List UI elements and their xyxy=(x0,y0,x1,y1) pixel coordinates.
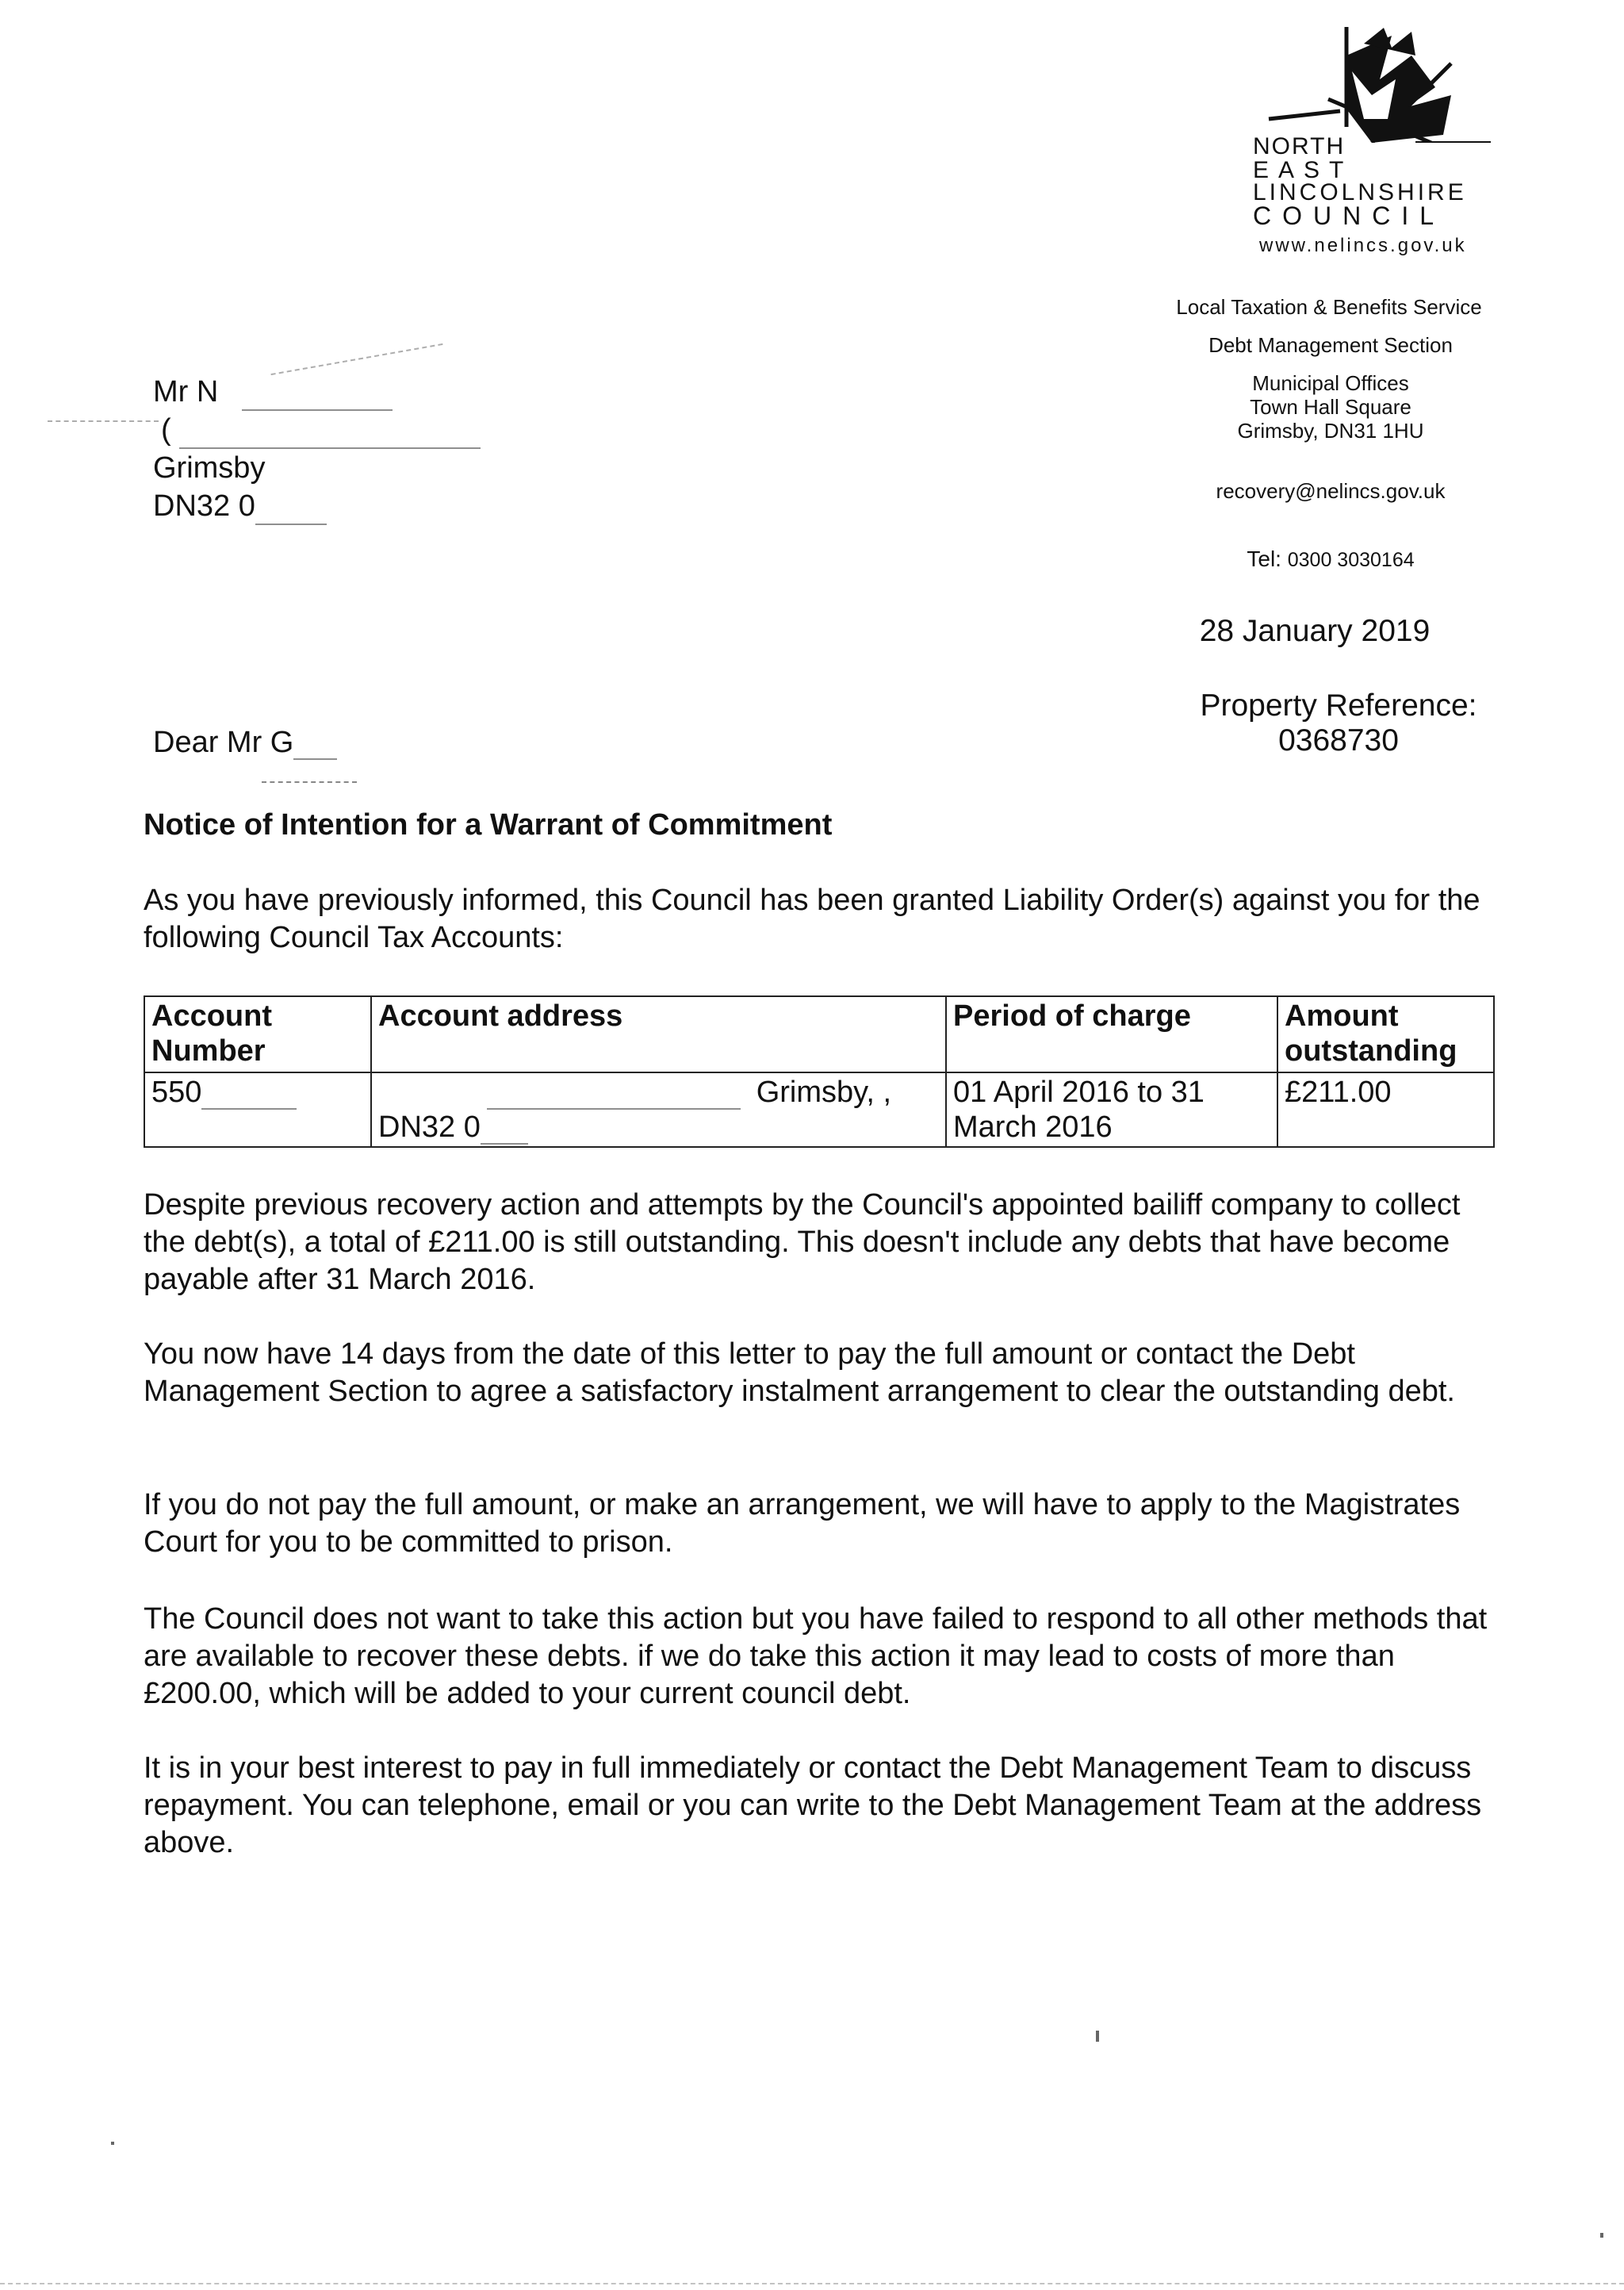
salutation-text: Dear Mr G xyxy=(153,726,294,759)
recipient-name: Mr N xyxy=(153,375,219,409)
accounts-table xyxy=(144,995,1495,1148)
sender-section: Debt Management Section xyxy=(1208,333,1453,357)
recipient-street: ( xyxy=(161,413,180,447)
recipient-town: Grimsby xyxy=(153,451,266,485)
paragraph-costs-warning: The Council does not want to take this action but you have failed to respond to all other methods that are available to recover these debts. if we do take this action it may lead to costs of more than £200.00, which will be added to your current council debt. xyxy=(144,1602,1488,1710)
council-logo xyxy=(1253,24,1515,256)
logo-text-east: EAST xyxy=(1253,157,1354,183)
intro-paragraph: As you have previously informed, this Council has been granted Liability Order(s) against you for the following Council Tax Accounts: xyxy=(144,884,1480,954)
header-period-of-charge: Period of charge xyxy=(946,996,1277,1072)
property-reference-value: 0368730 xyxy=(1278,723,1399,758)
council-logo-emblem-icon xyxy=(1253,24,1515,143)
account-address-value: Grimsby, , xyxy=(756,1076,891,1109)
scan-speck xyxy=(1600,2233,1603,2238)
paragraph-contact-advice: It is in your best interest to pay in full immediately or contact the Debt Management Team to discuss repayment. You can telephone, email or you can write to the Debt Management Team at the address above. xyxy=(144,1751,1482,1859)
redaction-mark xyxy=(179,436,481,449)
letter-date: 28 January 2019 xyxy=(1199,614,1431,648)
paragraph-prison-warning: If you do not pay the full amount, or make an arrangement, we will have to apply to the Magistrates Court for you to be committed to prison. xyxy=(144,1488,1461,1559)
redaction-mark xyxy=(255,509,327,525)
header-account-address: Account address xyxy=(371,996,946,1072)
logo-website: www.nelincs.gov.uk xyxy=(1259,235,1467,256)
sender-email: recovery@nelincs.gov.uk xyxy=(1216,479,1446,503)
scan-speck xyxy=(111,2142,114,2145)
scan-speck xyxy=(1096,2031,1099,2042)
property-reference xyxy=(1156,689,1521,758)
logo-text-north: NORTH xyxy=(1253,133,1346,159)
sender-service: Local Taxation & Benefits Service xyxy=(1176,295,1482,319)
cell-account-address xyxy=(371,1072,946,1147)
redaction-mark xyxy=(481,1132,528,1145)
header-account-number: Account Number xyxy=(144,996,371,1072)
telephone-label: Tel: xyxy=(1247,547,1288,571)
salutation xyxy=(153,725,337,760)
sender-address-line1: Municipal Offices xyxy=(1252,371,1409,395)
table-row xyxy=(144,1072,1494,1147)
cell-period-of-charge: 01 April 2016 to 31 March 2016 xyxy=(946,1072,1277,1147)
account-number-value: 550 xyxy=(151,1076,202,1109)
logo-text-council: COUNCIL xyxy=(1253,201,1446,230)
cell-account-number xyxy=(144,1072,371,1147)
paragraph-payment-deadline: You now have 14 days from the date of this letter to pay the full amount or contact the Debt Management Section to agree a satisfactory instalment arrangement to clear the outstanding debt. xyxy=(144,1337,1455,1408)
recipient-postcode: DN32 0 xyxy=(153,489,255,523)
account-address-postcode: DN32 0 xyxy=(378,1110,481,1144)
letter-heading: Notice of Intention for a Warrant of Commitment xyxy=(144,808,833,842)
redaction-stroke xyxy=(262,781,357,783)
sender-address-line2: Town Hall Square xyxy=(1250,395,1411,419)
redaction-mark xyxy=(487,1094,741,1110)
recipient-address xyxy=(153,373,481,525)
cell-amount-outstanding: £211.00 xyxy=(1277,1072,1494,1147)
redaction-mark xyxy=(242,393,393,411)
property-reference-label: Property Reference: xyxy=(1200,689,1477,723)
sender-address xyxy=(1156,371,1505,443)
redaction-mark xyxy=(201,1095,297,1110)
redaction-stroke xyxy=(48,420,159,422)
header-amount-outstanding: Amount outstanding xyxy=(1277,996,1494,1072)
logo-text-lincolnshire: LINCOLNSHIRE xyxy=(1253,179,1467,205)
sender-telephone xyxy=(1156,547,1505,572)
table-header-row xyxy=(144,996,1494,1072)
redaction-mark xyxy=(293,746,337,760)
telephone-number: 0300 3030164 xyxy=(1287,549,1415,571)
sender-address-line3: Grimsby, DN31 1HU xyxy=(1237,419,1424,443)
scan-edge xyxy=(0,2283,1624,2284)
paragraph-recovery-action: Despite previous recovery action and attempts by the Council's appointed bailiff company to collect the debt(s), a total of £211.00 is still outstanding. This doesn't include any debts that have become payable after 31 March 2016. xyxy=(144,1188,1461,1296)
redaction-stroke xyxy=(270,343,442,375)
